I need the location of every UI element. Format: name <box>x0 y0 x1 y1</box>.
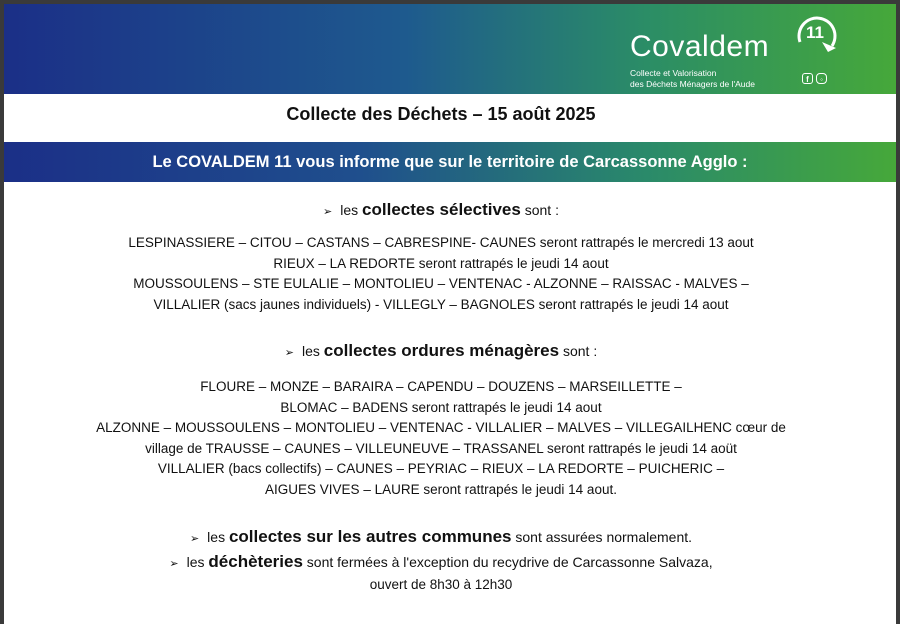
info-banner <box>4 142 896 182</box>
household-title: collectes ordures ménagères <box>323 341 560 360</box>
logo-tagline-line-2: des Déchets Ménagers de l'Aude <box>630 79 755 89</box>
list-item: AIGUES VIVES – LAURE seront rattrapés le jeudi 14 aout. <box>265 481 617 497</box>
list-item: BLOMAC – BADENS seront rattrapés le jeudi 14 aout <box>280 399 602 415</box>
selective-heading <box>4 200 878 220</box>
dump-hours: ouvert de 8h30 à 12h30 <box>369 577 513 592</box>
household-prefix: les <box>302 343 324 359</box>
instagram-icon[interactable]: ◦ <box>816 73 827 84</box>
covaldem-logo <box>630 12 850 90</box>
selective-suffix: sont : <box>520 202 559 218</box>
list-item: village de TRAUSSE – CAUNES – VILLEUNEUVE – TRASSANEL seront rattrapés le jeudi 14 aoüt <box>145 440 737 456</box>
flyer-page <box>4 4 896 624</box>
bullet-arrow-icon: ➢ <box>189 533 200 545</box>
others-prefix: les <box>207 529 229 545</box>
list-item: VILLALIER (sacs jaunes individuels) - VILLEGLY – BAGNOLES seront rattrapés le jeudi 14 aout <box>153 296 729 312</box>
list-item: ALZONNE – MOUSSOULENS – MONTOLIEU – VENTENAC - VILLALIER – MALVES – VILLEGAILHENC cœur de <box>96 420 786 435</box>
logo-tagline-line-1: Collecte et Valorisation <box>630 68 717 78</box>
social-icons <box>802 73 827 84</box>
others-heading <box>4 527 878 547</box>
list-item: FLOURE – MONZE – BARAIRA – CAPENDU – DOUZENS – MARSEILLETTE – <box>200 379 682 394</box>
dump-title: déchèteries <box>208 552 303 571</box>
household-suffix: sont : <box>559 343 598 359</box>
household-heading <box>4 341 878 361</box>
selective-title: collectes sélectives <box>362 200 521 219</box>
others-title: collectes sur les autres communes <box>228 527 512 546</box>
list-item: MOUSSOULENS – STE EULALIE – MONTOLIEU – VENTENAC - ALZONNE – RAISSAC - MALVES – <box>133 276 749 291</box>
others-suffix: sont assurées normalement. <box>511 529 693 545</box>
bullet-arrow-icon: ➢ <box>323 206 333 218</box>
list-item: LESPINASSIERE – CITOU – CASTANS – CABRESPINE- CAUNES seront rattrapés le mercredi 13 aout <box>128 235 754 250</box>
list-item: VILLALIER (bacs collectifs) – CAUNES – PEYRIAC – RIEUX – LA REDORTE – PUICHERIC – <box>157 461 725 476</box>
list-item: RIEUX – LA REDORTE seront rattrapés le jeudi 14 aout <box>273 255 609 271</box>
selective-prefix: les <box>340 202 363 218</box>
selective-list <box>4 233 878 315</box>
household-list <box>4 377 878 500</box>
dump-prefix: les <box>186 554 209 570</box>
dump-suffix: sont fermées à l'exception du recydrive de Carcassonne Salvaza, <box>302 554 713 570</box>
logo-tagline <box>630 68 755 90</box>
facebook-icon[interactable]: f <box>802 73 813 84</box>
dump-heading <box>4 552 878 572</box>
logo-name: Covaldem <box>630 30 770 63</box>
page-title: Collecte des Déchets – 15 août 2025 <box>286 104 596 124</box>
header-banner <box>4 4 896 94</box>
bullet-arrow-icon: ➢ <box>284 347 294 359</box>
bullet-arrow-icon: ➢ <box>169 558 179 570</box>
logo-number: 11 <box>806 23 824 42</box>
logo-badge-icon <box>792 12 842 56</box>
info-banner-text: Le COVALDEM 11 vous informe que sur le territoire de Carcassonne Agglo : <box>152 153 748 171</box>
